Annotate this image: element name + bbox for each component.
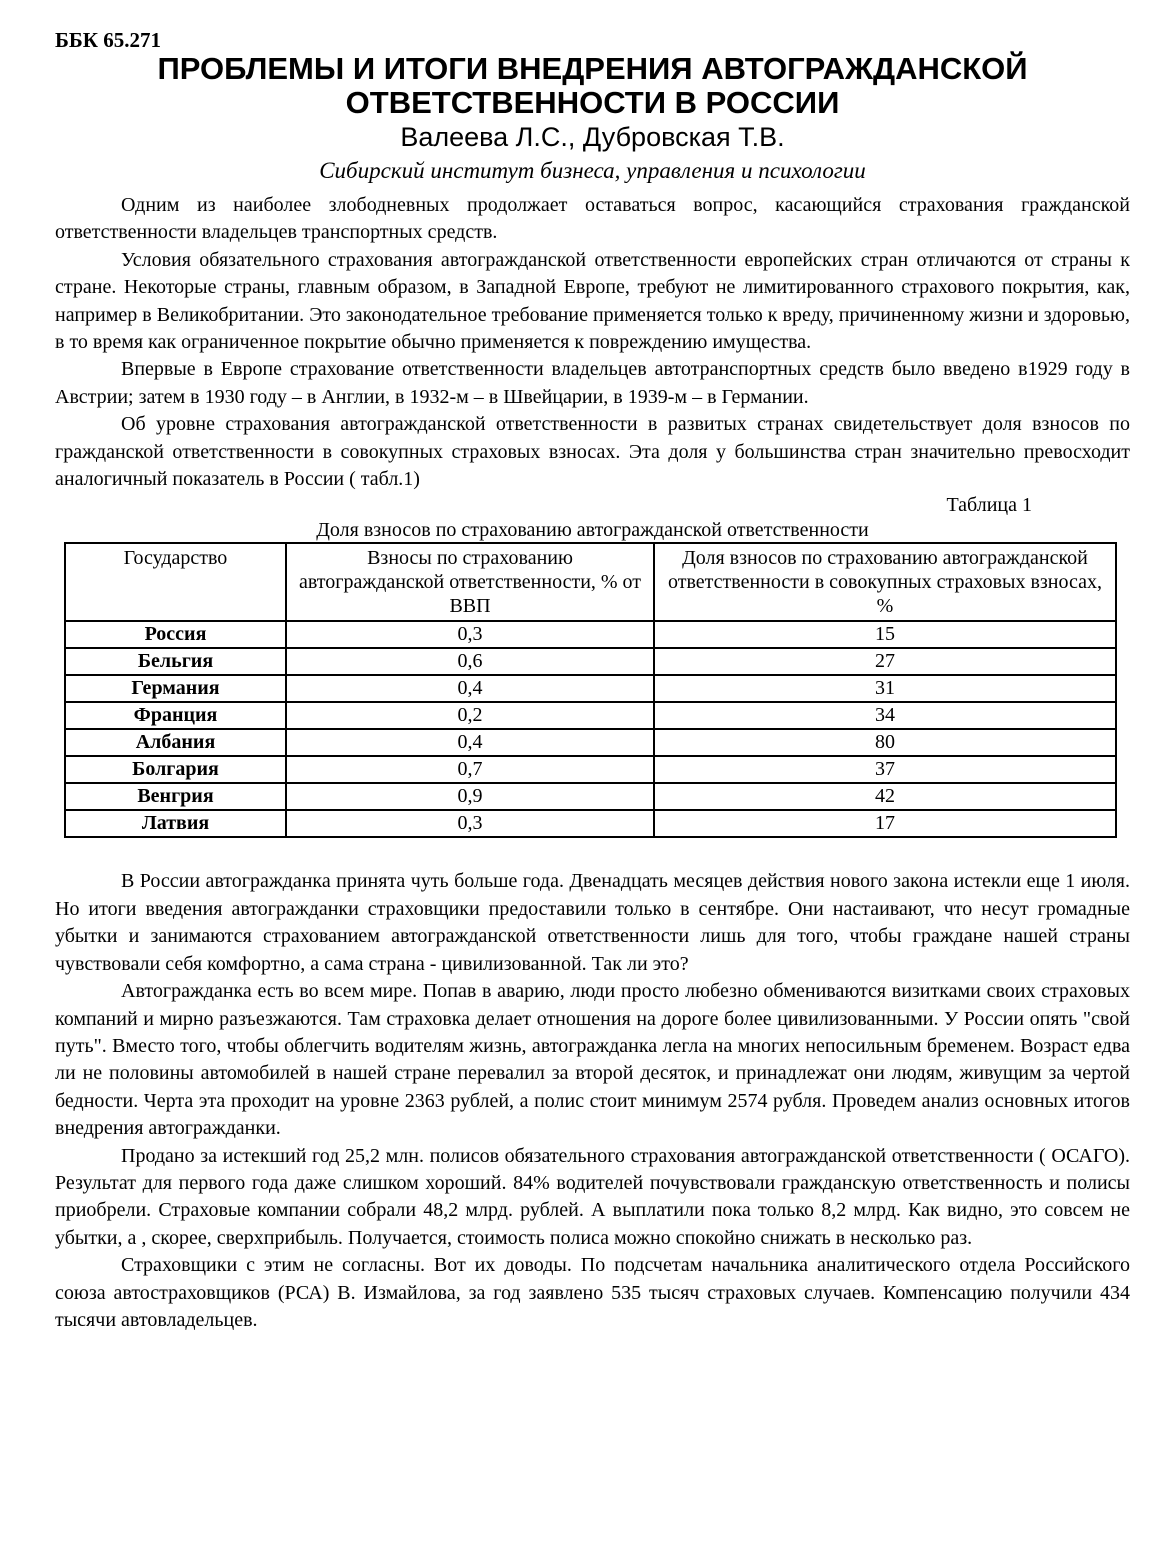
cell-country: Венгрия — [65, 783, 286, 810]
cell-share: 34 — [654, 702, 1116, 729]
cell-gdp: 0,6 — [286, 648, 654, 675]
table-row — [65, 729, 1116, 756]
cell-share: 37 — [654, 756, 1116, 783]
cell-share: 42 — [654, 783, 1116, 810]
table-row — [65, 810, 1116, 837]
header-premiums-share: Доля взносов по страхованию автогражданской ответственности в совокупных страховых взносах, % — [654, 543, 1116, 621]
cell-gdp: 0,4 — [286, 675, 654, 702]
paragraph-7: Продано за истекший год 25,2 млн. полисов обязательного страхования автогражданской ответственности ( ОСАГО). Результат для первого года даже слишком хороший. 84% водителей почувствовали гражданскую ответственность и полисы приобрели. Страховые компании собрали 48,2 млрд. рублей. А выплатили пока только 8,2 млрд. Как видно, это совсем не убытки, а , скорее, сверхприбыль. Получается, стоимость полиса можно спокойно снижать в несколько раз. — [55, 1144, 1130, 1249]
cell-country: Россия — [65, 621, 286, 648]
cell-gdp: 0,7 — [286, 756, 654, 783]
data-table — [64, 542, 1117, 838]
paragraph-1: Одним из наиболее злободневных продолжает оставаться вопрос, касающийся страхования гражданской ответственности владельцев транспортных средств. — [55, 194, 1130, 244]
cell-share: 80 — [654, 729, 1116, 756]
cell-gdp: 0,3 — [286, 621, 654, 648]
cell-gdp: 0,4 — [286, 729, 654, 756]
header-premiums-gdp: Взносы по страхованию автогражданской ответственности, % от ВВП — [286, 543, 654, 621]
cell-country: Болгария — [65, 756, 286, 783]
table-header-row — [65, 543, 1116, 621]
paragraph-5: В России автогражданка принята чуть больше года. Двенадцать месяцев действия нового закона истекли еще 1 июля. Но итоги введения автогражданки страховщики предоставили только в сентябре. Они настаивают, что несут громадные убытки и занимаются страхованием автогражданской ответственности лишь для того, чтобы граждане нашей страны чувствовали себя комфортно, а сама страна - цивилизованной. Так ли это? — [55, 870, 1130, 975]
spacer — [55, 838, 1130, 868]
cell-share: 17 — [654, 810, 1116, 837]
cell-share: 15 — [654, 621, 1116, 648]
table-row — [65, 675, 1116, 702]
article — [55, 28, 1130, 1334]
cell-country: Франция — [65, 702, 286, 729]
table-title: Доля взносов по страхованию автогражданской ответственности — [316, 519, 869, 542]
paragraph-2: Условия обязательного страхования автогражданской ответственности европейских стран отличаются от страны к стране. Некоторые страны, главным образом, в Западной Европе, требуют не лимитированного страхового покрытия, как, например в Великобритании. Это законодательное требование применяется только к вреду, причиненному жизни и здоровью, в то время как ограниченное покрытие обычно применяется к повреждению имущества. — [55, 248, 1130, 354]
table-label: Таблица 1 — [946, 494, 1032, 517]
affiliation: Сибирский институт бизнеса, управления и психологии — [319, 158, 866, 183]
authors: Валеева Л.С., Дубровская Т.В. — [400, 122, 785, 152]
cell-gdp: 0,3 — [286, 810, 654, 837]
paragraph-8: Страховщики с этим не согласны. Вот их доводы. По подсчетам начальника аналитического отдела Российского союза автостраховщиков (РСА) В. Измайлова, за год заявлено 535 тысяч страховых случаев. Компенсацию получили 434 тысячи автовладельцев. — [55, 1254, 1130, 1331]
cell-country: Латвия — [65, 810, 286, 837]
header-country: Государство — [65, 543, 286, 621]
paragraph-4: Об уровне страхования автогражданской ответственности в развитых странах свидетельствует доля взносов по гражданской ответственности в совокупных страховых взносах. Эта доля у большинства стран значительно превосходит аналогичный показатель в России ( табл.1) — [55, 413, 1130, 491]
cell-share: 31 — [654, 675, 1116, 702]
table-row — [65, 648, 1116, 675]
table-row — [65, 756, 1116, 783]
cell-country: Бельгия — [65, 648, 286, 675]
table-row — [65, 783, 1116, 810]
cell-gdp: 0,9 — [286, 783, 654, 810]
cell-gdp: 0,2 — [286, 702, 654, 729]
table-row — [65, 702, 1116, 729]
cell-country: Германия — [65, 675, 286, 702]
article-title-line-1: ПРОБЛЕМЫ И ИТОГИ ВНЕДРЕНИЯ АВТОГРАЖДАНСКОЙ — [157, 51, 1028, 86]
paragraph-3: Впервые в Европе страхование ответственности владельцев автотранспортных средств было введено в1929 году в Австрии; затем в 1930 году – в Англии, в 1932-м – в Швейцарии, в 1939-м – в Германии. — [55, 358, 1130, 408]
table-row — [65, 621, 1116, 648]
bbk-code: ББК 65.271 — [55, 28, 161, 52]
cell-country: Албания — [65, 729, 286, 756]
article-title-line-2: ОТВЕТСТВЕННОСТИ В РОССИИ — [345, 85, 840, 120]
paragraph-6: Автогражданка есть во всем мире. Попав в аварию, люди просто любезно обмениваются визитками своих страховых компаний и мирно разъезжаются. Там страховка делает отношения на дороге более цивилизованными. У России опять "свой путь". Вместо того, чтобы облегчить водителям жизнь, автогражданка легла на многих непосильным бременем. Возраст едва ли не половины автомобилей в нашей стране перевалил за второй десяток, и принадлежат они людям, живущим за чертой бедности. Черта эта проходит на уровне 2363 рублей, а полис стоит минимум 2574 рубля. Проведем анализ основных итогов внедрения автогражданки. — [55, 980, 1130, 1140]
cell-share: 27 — [654, 648, 1116, 675]
